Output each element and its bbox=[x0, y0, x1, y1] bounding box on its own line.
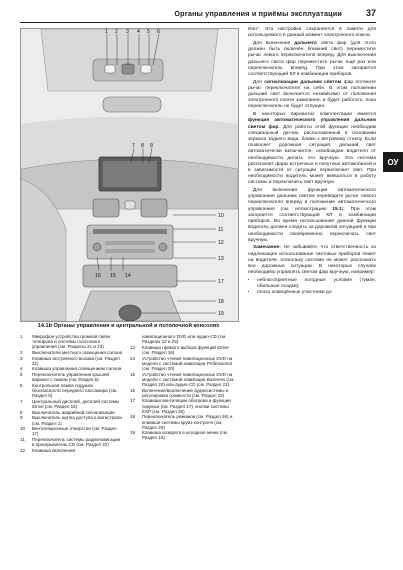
callout-15: 15 bbox=[110, 273, 116, 279]
page-header bbox=[20, 8, 376, 23]
legend-text: Вентиляционные отверстия (см. Раздел 17) bbox=[32, 426, 117, 437]
legend-text: Клавиша экстренного вызова (см. Раздел 31) bbox=[32, 355, 120, 366]
body-text-column bbox=[248, 27, 376, 297]
legend-number: 11 bbox=[20, 436, 25, 442]
legend-number: 17 bbox=[130, 398, 136, 404]
legend-item bbox=[20, 334, 123, 349]
legend-number: 10 bbox=[20, 426, 26, 432]
callout-7: 7 bbox=[132, 143, 135, 149]
legend-number: 18 bbox=[130, 414, 136, 420]
legend-number: 19 bbox=[130, 430, 136, 436]
callout-14: 14 bbox=[125, 273, 131, 279]
legend-item bbox=[20, 448, 123, 453]
callout-4: 4 bbox=[137, 29, 140, 35]
paragraph: Для включения дальнего света фар (для этого должен быть включён ближний свет) переместите рычаг левого переключателя вперёд. Для выключения дальнего света фар переместите рычаг ещё раз или переключатель вперёд. При этом загорается соответствующий КЛ в комбинации приборов. bbox=[248, 40, 376, 77]
legend-text: Клавиши вентиляции обогрева и функции сиденья (см. Раздел 17), кнопки системы ESP (см. Раздел 26) bbox=[142, 398, 231, 414]
legend-text: Выключатель аварийной сигнализации bbox=[32, 409, 115, 415]
legend-item bbox=[130, 398, 237, 413]
legend-column-right bbox=[130, 334, 237, 441]
legend-number: 9 bbox=[20, 415, 23, 421]
paragraph: В некоторых вариантах комплектации имеется функция автоматического управления дальним светом фар. Для работы этой функции необходим специальный датчик, расположенный в основании зеркала заднего вида, ближе к ветровому стеклу. Если позволяет дорожная ситуация, дальний свет автоматически включается, освобождая водителя от необходимости делать это вручную. Эта система распознаёт фары встречных и попутных автомобилей и в зависимости от ситуации переключает свет. При необходимости водитель может вмешаться в работу системы и переключить свет вручную. bbox=[248, 112, 376, 186]
legend-text: Переключатель системы радионавигации в проигрыватель CD (см. Раздел 22) bbox=[32, 436, 121, 448]
legend-text: Центральный дисплей, дисплей системы iDrive (см. Раздел 16) bbox=[32, 398, 120, 410]
legend-text: Переключатель управления крышей вариант с люком (см. Раздел 5) bbox=[32, 372, 109, 383]
legend-text: навигационного DVD или аудио-CD (см. Разделы 22 и 23) bbox=[142, 334, 227, 345]
bullet-list bbox=[248, 278, 376, 297]
legend-text: Клавиши прямого выбора функций iDrive (см. Раздел 16) bbox=[142, 344, 229, 355]
callout-19: 19 bbox=[218, 311, 224, 317]
legend-number: 12 bbox=[20, 447, 26, 453]
legend-text: Включение/выключение аудиосистемы и регулировка громкости (см. Раздел 22) bbox=[142, 387, 229, 398]
legend-text: Устройство чтения навигационных DVD на модели с системой навигации Business (см. Раздел 20) или аудио-CD (см. Раздел 22) bbox=[142, 371, 235, 387]
legend-number: 1 bbox=[20, 334, 23, 339]
callout-13: 13 bbox=[218, 256, 224, 262]
callout-16: 16 bbox=[95, 273, 101, 279]
legend-number: 6 bbox=[20, 382, 23, 388]
list-item: • неблагоприятные погодные условия (туман, обильные осадки); bbox=[257, 278, 376, 290]
callout-11: 11 bbox=[218, 227, 224, 233]
paragraph: Ион". Эта настройка сохраняется в памяти для используемого в данный момент электронного ключа. bbox=[248, 27, 376, 39]
legend-item bbox=[130, 430, 237, 440]
paragraph: Для включения функции автоматического управления дальним светом переведите рычаг левого переключателя вперёд в положение автоматического управления (см. иллюстрацию 15.1). При этом загорается соответствующий КЛ в комбинации приборов. Во время использования данной функции водитель должен следить за дорожной ситуацией и при необходимости своевременно переключать свет вручную. bbox=[248, 188, 377, 243]
legend-item bbox=[20, 356, 123, 366]
legend-item bbox=[20, 399, 123, 409]
callout-10: 10 bbox=[218, 213, 224, 219]
legend-number bbox=[130, 334, 142, 344]
legend-item bbox=[20, 372, 123, 382]
legend-item bbox=[20, 383, 123, 398]
legend-number: 2 bbox=[20, 349, 23, 355]
paragraph: Для сигнализации дальним светом фар потяните рычаг переключателя на себя. В этом положении дальний свет включается независимо от положения электронного ключа зажигания, и будет работать, пока переключатель не будет отпущен. bbox=[248, 79, 376, 110]
legend-text: Устройство чтения навигационных DVD на модели с системой навигации Professional (см. Раздел 20) bbox=[142, 355, 233, 371]
callout-9: 9 bbox=[150, 143, 153, 149]
callout-6: 6 bbox=[157, 29, 160, 35]
legend-text: Переключатель режимов (см. Раздел 26) и клавиши системы круиз-контроля (см. Раздел 29) bbox=[142, 414, 233, 430]
legend-number: 14 bbox=[130, 355, 136, 361]
legend-number: 13 bbox=[130, 344, 136, 350]
legend-item bbox=[20, 437, 123, 447]
legend-item bbox=[130, 414, 237, 429]
callout-18: 18 bbox=[218, 299, 224, 305]
legend-item bbox=[130, 334, 237, 344]
legend-number: 3 bbox=[20, 355, 23, 361]
callout-8: 8 bbox=[141, 143, 144, 149]
legend-number: 7 bbox=[20, 398, 23, 404]
section-title: Органы управления и приёмы эксплуатации bbox=[174, 9, 342, 18]
legend-item bbox=[20, 410, 123, 415]
list-item: • плохо освещённые участники до- bbox=[257, 290, 376, 296]
callout-3: 3 bbox=[126, 29, 129, 35]
legend-text: Микрофон устройства громкой связи телефона и системы голосового управления (см. Разделы 21 и 23) bbox=[32, 334, 111, 350]
legend-item bbox=[130, 345, 237, 355]
legend-number: 4 bbox=[20, 366, 23, 372]
legend-item bbox=[20, 350, 123, 355]
legend-number: 5 bbox=[20, 372, 23, 378]
legend-item bbox=[130, 372, 237, 387]
legend-item bbox=[130, 356, 237, 371]
legend-number: 15 bbox=[130, 371, 136, 377]
legend-item bbox=[20, 426, 123, 436]
callout-12: 12 bbox=[218, 240, 224, 246]
legend-text: Выключатель щитка доступа к магистрали (см. Раздел 1) bbox=[32, 415, 122, 426]
legend-text: Контрольная лампа подушек безопасности переднего пассажира (см. Раздел 8) bbox=[32, 382, 118, 399]
legend-text: Клавиша управления освещением салона bbox=[32, 366, 122, 372]
legend-item bbox=[130, 388, 237, 398]
legend-number: 16 bbox=[130, 387, 136, 393]
callout-1: 1 bbox=[105, 29, 108, 35]
legend-text: Клавиша возврата в исходное меню (см. Раздел 16) bbox=[142, 430, 228, 441]
legend-item bbox=[20, 366, 123, 371]
legend-text: Клавиша включения bbox=[32, 447, 76, 453]
legend-number: 8 bbox=[20, 409, 23, 415]
callout-17: 17 bbox=[218, 279, 224, 285]
callout-2: 2 bbox=[115, 29, 118, 35]
legend-column-left bbox=[20, 334, 123, 453]
legend-item bbox=[20, 415, 123, 425]
section-tab: ОУ bbox=[383, 152, 403, 172]
page-number: 37 bbox=[365, 8, 376, 18]
paragraph: Замечание: Не забывайте, что ответственность за надлежащее использование световых приборов лежит на водителе, поскольку система не может распознать все дорожные ситуации. В некоторых случаях необходимо управлять светом фар вручную, например: bbox=[248, 245, 376, 276]
dashboard-illustration bbox=[20, 28, 239, 322]
figure-caption: 14.1b Органы управления в центральной и потолочной консолях bbox=[37, 323, 220, 329]
callout-5: 5 bbox=[147, 29, 150, 35]
legend-text: Выключатели местного освещения салона bbox=[32, 349, 123, 355]
